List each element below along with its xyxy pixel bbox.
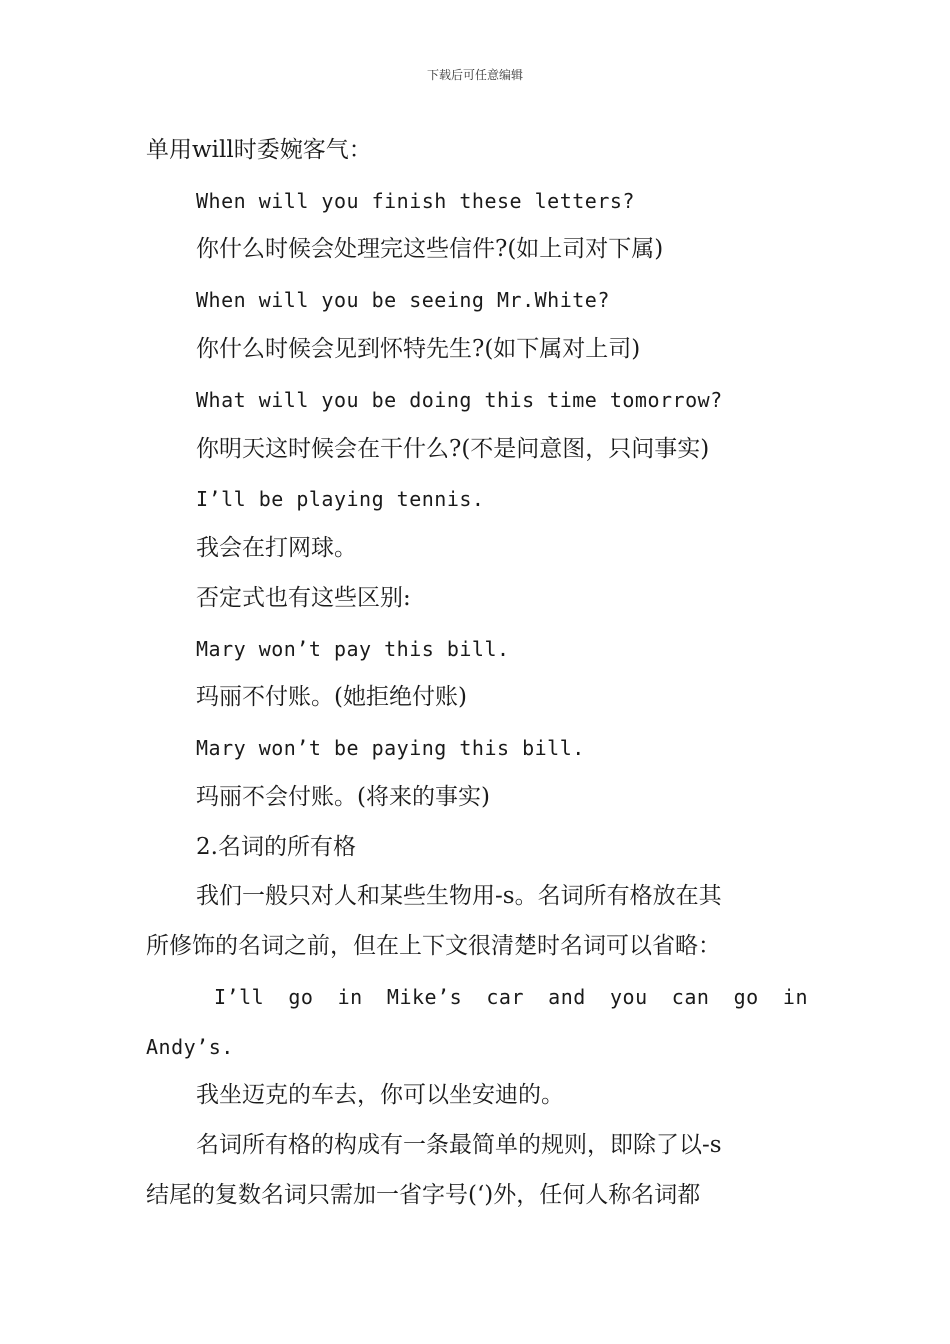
paragraph-line: 结尾的复数名词只需加一省字号(‘)外，任何人称名词都 (146, 1182, 701, 1208)
example-sentence: Andy’s. (146, 1035, 234, 1059)
example-sentence: Mary won’t be paying this bill. (196, 736, 585, 760)
translation-line: 你明天这时候会在干什么?(不是问意图，只问事实) (196, 436, 710, 462)
translation-line: 玛丽不付账。(她拒绝付账) (196, 684, 467, 710)
page-header: 下载后可任意编辑 (426, 68, 523, 82)
text-line: 否定式也有这些区别: (196, 585, 411, 611)
section-heading: 2.名词的所有格 (196, 834, 356, 860)
translation-line: 玛丽不会付账。(将来的事实) (196, 784, 490, 810)
translation-line: 我会在打网球。 (196, 535, 357, 561)
example-sentence: When will you be seeing Mr.White? (196, 288, 610, 312)
translation-line: 我坐迈克的车去，你可以坐安迪的。 (196, 1082, 564, 1108)
text-line: 单用will时委婉客气： (146, 137, 372, 163)
example-sentence: When will you finish these letters? (196, 189, 635, 213)
translation-line: 你什么时候会处理完这些信件?(如上司对下属) (196, 236, 664, 262)
paragraph-line: 我们一般只对人和某些生物用-s。名词所有格放在其 (196, 883, 722, 909)
paragraph-line: 名词所有格的构成有一条最简单的规则，即除了以-s (196, 1132, 722, 1158)
paragraph-line: 所修饰的名词之前，但在上下文很清楚时名词可以省略： (146, 933, 721, 959)
example-sentence: What will you be doing this time tomorrow? (196, 388, 723, 412)
translation-line: 你什么时候会见到怀特先生?(如下属对上司) (196, 336, 641, 362)
example-sentence: I’ll go in Mike’s car and you can go in (214, 985, 808, 1009)
example-sentence: I’ll be playing tennis. (196, 487, 485, 511)
example-sentence: Mary won’t pay this bill. (196, 637, 510, 661)
